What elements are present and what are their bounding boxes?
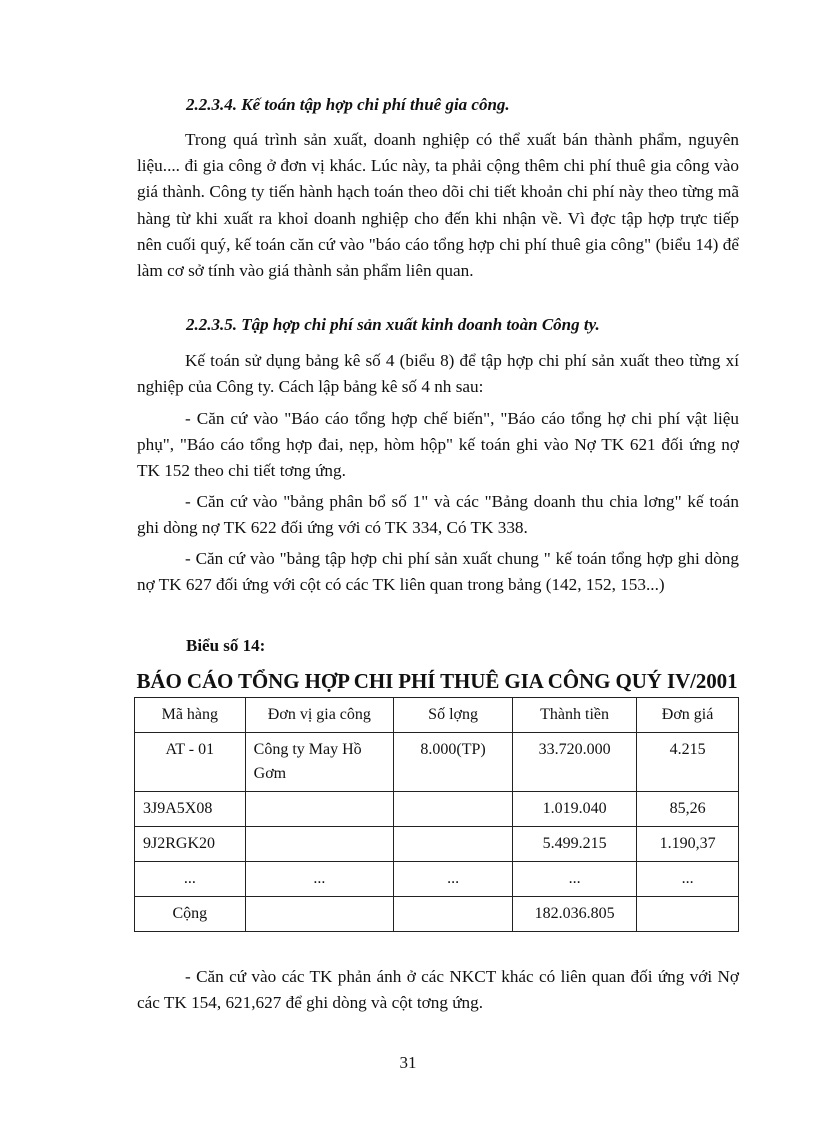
cell-don-vi-gia-cong	[245, 897, 393, 932]
page-number: 31	[399, 1053, 417, 1072]
table-row	[135, 862, 739, 897]
cell-ma-hang: AT - 01	[135, 733, 246, 792]
cell-so-luong	[394, 792, 513, 827]
header-ma-hang: Mã hàng	[135, 698, 246, 733]
header-thanh-tien: Thành tiền	[513, 698, 637, 733]
header-don-vi-gia-cong: Đơn vị gia công	[245, 698, 393, 733]
cell-ma-hang: 9J2RGK20	[135, 827, 246, 862]
header-so-luong: Số lợng	[394, 698, 513, 733]
paragraph-can-cu-bao-cao: - Căn cứ vào "Báo cáo tổng hợp chế biến", "Báo cáo tổng hợ chi phí vật liệu phụ", "Báo cáo tổng hợp đai, nẹp, hòm hộp" kế toán ghi vào Nợ TK 621 đối ứng nợ TK 152 theo chi tiết tơng ứng.	[137, 409, 739, 481]
section-heading-2-2-3-4: 2.2.3.4. Kế toán tập hợp chi phí thuê gia công.	[186, 95, 510, 114]
cell-don-gia	[637, 897, 739, 932]
table-row	[135, 733, 739, 792]
cell-thanh-tien: 33.720.000	[513, 733, 637, 792]
cell-ma-hang: 3J9A5X08	[135, 792, 246, 827]
cost-report-table	[134, 697, 739, 932]
table-header-row	[135, 698, 739, 733]
paragraph-can-cu-chi-phi-chung: - Căn cứ vào "bảng tập hợp chi phí sản xuất chung " kế toán tổng hợp ghi dòng nợ TK 627 đối ứng với cột có các TK liên quan trong bảng (142, 152, 153...)	[137, 549, 739, 595]
cell-don-gia: 4.215	[637, 733, 739, 792]
cell-thanh-tien: 1.019.040	[513, 792, 637, 827]
table-label: Biểu số 14:	[186, 636, 266, 655]
table-title: BÁO CÁO TỔNG HỢP CHI PHÍ THUÊ GIA CÔNG QUÝ IV/2001	[136, 669, 738, 693]
cell-total-label: Cộng	[135, 897, 246, 932]
paragraph-can-cu-phan-bo: - Căn cứ vào "bảng phân bổ số 1" và các "Bảng doanh thu chia lơng" kế toán ghi dòng nợ TK 622 đối ứng với có TK 334, Có TK 338.	[137, 492, 739, 538]
cell-thanh-tien: 5.499.215	[513, 827, 637, 862]
paragraph-closing: - Căn cứ vào các TK phản ánh ở các NKCT khác có liên quan đối ứng với Nợ các TK 154, 621,627 để ghi dòng và cột tơng ứng.	[137, 967, 739, 1013]
cell-thanh-tien: ...	[513, 862, 637, 897]
cell-don-vi-gia-cong	[245, 827, 393, 862]
cell-don-gia: 1.190,37	[637, 827, 739, 862]
cell-so-luong	[394, 827, 513, 862]
paragraph-bang-ke-so-4: Kế toán sử dụng bảng kê số 4 (biểu 8) để tập hợp chi phí sản xuất theo từng xí nghiệp của Công ty. Cách lập bảng kê số 4 nh sau:	[137, 351, 739, 397]
cell-so-luong: ...	[394, 862, 513, 897]
cell-don-vi-gia-cong: ...	[245, 862, 393, 897]
cell-don-vi-gia-cong	[245, 792, 393, 827]
cell-don-gia: ...	[637, 862, 739, 897]
paragraph-thue-gia-cong: Trong quá trình sản xuất, doanh nghiệp có thể xuất bán thành phẩm, nguyên liệu.... đi gia công ở đơn vị khác. Lúc này, ta phải cộng thêm chi phí thuê gia công vào giá thành. Công ty tiến hành hạch toán theo dõi chi tiết khoản chi phí này theo từng mã hàng từ khi xuất ra khoỉ doanh nghiệp cho đến khi nhận về. Vì đợc tập hợp trực tiếp nên cuối quý, kế toán căn cứ vào "báo cáo tổng hợp chi phí thuê gia công" (biểu 14) để làm cơ sở tính vào giá thành sản phẩm liên quan.	[137, 130, 739, 281]
cell-don-gia: 85,26	[637, 792, 739, 827]
header-don-gia: Đơn giá	[637, 698, 739, 733]
cell-ma-hang: ...	[135, 862, 246, 897]
cell-so-luong	[394, 897, 513, 932]
cell-so-luong: 8.000(TP)	[394, 733, 513, 792]
cell-total-thanh-tien: 182.036.805	[513, 897, 637, 932]
table-row	[135, 827, 739, 862]
cell-don-vi-gia-cong: Công ty May Hồ Gơm	[245, 733, 393, 792]
table-row	[135, 792, 739, 827]
table-total-row	[135, 897, 739, 932]
section-heading-2-2-3-5: 2.2.3.5. Tập hợp chi phí sản xuất kinh doanh toàn Công ty.	[186, 315, 600, 334]
